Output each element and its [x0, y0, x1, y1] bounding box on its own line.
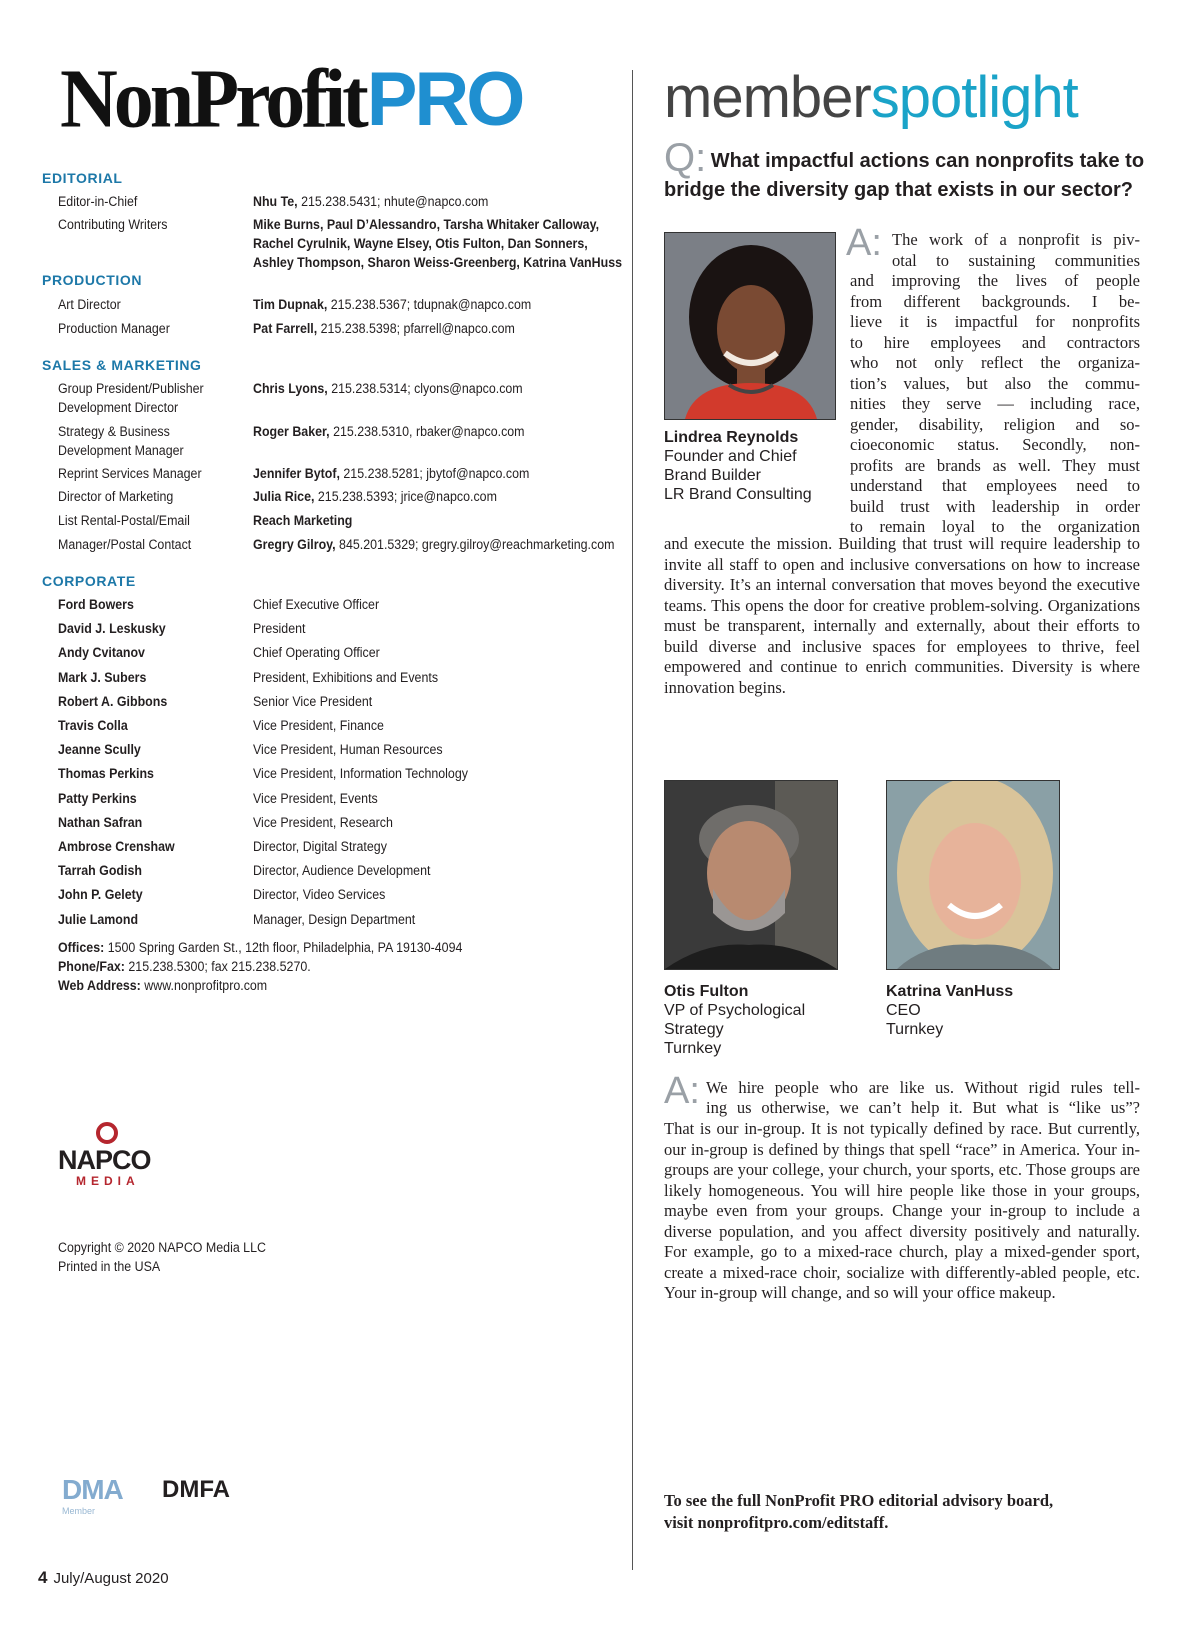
staff-label: Development Director [58, 400, 179, 415]
staff-contact: 215.238.5367; tdupnak@napco.com [327, 297, 532, 312]
staff-name: Reach Marketing [253, 513, 353, 528]
staff-contact: 215.238.5431; nhute@napco.com [297, 194, 489, 209]
staff-contact: 215.238.5310, rbaker@napco.com [329, 424, 525, 439]
caption-katrina-vanhuss [886, 982, 1086, 1039]
staff-label: Director of Marketing [58, 489, 174, 504]
dmfa-logo: DMFA [162, 1476, 230, 1503]
staff-contact: 215.238.5281; jbytof@napco.com [339, 466, 530, 481]
title-spotlight: spotlight [870, 65, 1078, 130]
staff-contact: 215.238.5314; clyons@napco.com [327, 381, 523, 396]
answer-1-line-text: otal to sustaining communities [892, 250, 1140, 270]
answer-1-line: who not only reflect the organiza- [850, 353, 1140, 372]
napco-logo-word: NAPCO [58, 1145, 151, 1175]
staff-contact: 215.238.5398; pfarrell@napco.com [317, 321, 515, 336]
section-heading-production: PRODUCTION [42, 272, 143, 288]
napco-media-logo [58, 1122, 178, 1188]
staff-row [0, 422, 632, 462]
phone-label: Phone/Fax: [58, 959, 125, 974]
corporate-title: Director, Audience Development [253, 863, 431, 879]
corporate-name: Mark J. Subers [58, 669, 147, 685]
section-heading-corporate: CORPORATE [42, 573, 136, 589]
corporate-row [0, 595, 632, 615]
staff-row [0, 319, 632, 339]
caption-lindrea-reynolds [664, 428, 834, 504]
corporate-row [0, 668, 632, 688]
staff-label: Group President/Publisher [58, 381, 204, 396]
column-divider [632, 70, 633, 1570]
section-heading-editorial: EDITORIAL [42, 170, 123, 186]
logo-pro: PRO [366, 57, 523, 142]
corporate-name: Ford Bowers [58, 597, 134, 612]
corporate-name: Nathan Safran [58, 814, 143, 830]
staff-label: Development Manager [58, 443, 184, 458]
answer-2 [664, 1070, 1140, 1304]
issue-date: July/August 2020 [53, 1570, 169, 1587]
staff-row [0, 295, 632, 315]
offices-address: 1500 Spring Garden St., 12th floor, Philadelphia, PA 19130-4094 [104, 940, 463, 955]
web-label: Web Address: [58, 978, 141, 993]
q-letter: Q: [664, 136, 707, 180]
answer-1-line: from different backgrounds. I be- [850, 291, 1140, 311]
section-heading-sales-marketing: SALES & MARKETING [42, 357, 202, 373]
corporate-name: Travis Colla [58, 718, 128, 733]
answer-1-line: tion’s values, but also the commu- [850, 373, 1140, 393]
corporate-title: President, Exhibitions and Events [253, 669, 439, 685]
corporate-title: Director, Video Services [253, 887, 386, 903]
corporate-name: Thomas Perkins [58, 766, 154, 782]
staff-label: Manager/Postal Contact [58, 537, 192, 552]
photo-lindrea-reynolds [664, 232, 836, 420]
corporate-title: Vice President, Finance [253, 718, 384, 733]
corporate-title: Chief Operating Officer [253, 645, 380, 661]
portrait-3-graphic [887, 781, 1059, 969]
answer-1-line: cioeconomic status. Secondly, non- [850, 435, 1140, 454]
corporate-row [0, 643, 632, 663]
portrait-1-graphic [665, 233, 835, 419]
staff-name: Pat Farrell, [253, 321, 318, 336]
title-member: member [664, 65, 871, 130]
corporate-row [0, 837, 632, 857]
corporate-title: Vice President, Research [253, 814, 393, 830]
corporate-row [0, 813, 632, 833]
napco-ring-icon [96, 1122, 118, 1144]
staff-name: Ashley Thompson, Sharon Weiss-Greenberg, Katrina VanHuss [253, 255, 623, 270]
corporate-row [0, 861, 632, 881]
corporate-name: John P. Gelety [58, 887, 143, 903]
answer-1-line-text: The work of a nonprofit is piv- [892, 230, 1140, 249]
answer-1-wrap [846, 222, 1140, 538]
staff-name: Mike Burns, Paul D’Alessandro, Tarsha Whitaker Calloway, [253, 217, 600, 232]
corporate-name: Julie Lamond [58, 911, 139, 927]
staff-label: Reprint Services Manager [58, 466, 202, 481]
web-address: www.nonprofitpro.com [140, 978, 268, 993]
staff-row [0, 535, 632, 555]
person-role: Brand Builder [664, 467, 761, 484]
portrait-2-graphic [665, 781, 837, 969]
person-role: VP of Psychological [664, 1002, 806, 1019]
corporate-row [0, 692, 632, 712]
staff-name: Julia Rice, [253, 489, 315, 504]
folio [38, 1568, 169, 1588]
answer-1-line: lieve it is impactful for nonprofits [850, 312, 1140, 331]
answer-1-line: understand that employees need to [850, 476, 1140, 495]
staff-row [0, 487, 632, 507]
answer-1-line: gender, disability, religion and so- [850, 414, 1140, 434]
corporate-title: Vice President, Human Resources [253, 742, 443, 758]
footnote-line-1: To see the full NonProfit PRO editorial advisory board, [664, 1491, 1054, 1510]
staff-name: Rachel Cyrulnik, Wayne Elsey, Otis Fulton, Dan Sonners, [253, 236, 588, 251]
logo-nonprofit: NonProfit [60, 52, 365, 146]
person-name: Katrina VanHuss [886, 983, 1014, 1000]
staff-row [0, 464, 632, 484]
corporate-title: President [253, 621, 306, 637]
page-number: 4 [38, 1568, 48, 1587]
photo-katrina-vanhuss [886, 780, 1060, 970]
footnote-line-2: visit nonprofitpro.com/editstaff. [664, 1513, 889, 1532]
corporate-row [0, 764, 632, 784]
corporate-list [0, 595, 632, 935]
corporate-row [0, 910, 632, 930]
person-org: Turnkey [886, 1021, 944, 1038]
staff-name: Nhu Te, [253, 194, 298, 209]
person-org: LR Brand Consulting [664, 486, 812, 503]
answer-2-line-1: We hire people who are like us. Without rigid rules tell- [706, 1078, 1140, 1097]
printed-in: Printed in the USA [58, 1259, 161, 1274]
corporate-name: David J. Leskusky [58, 621, 166, 637]
offices-label: Offices: [58, 940, 105, 955]
answer-1-line: to remain loyal to the organization [850, 517, 1140, 536]
corporate-row [0, 619, 632, 639]
answer-1-line: to hire employees and contractors [850, 332, 1140, 352]
staff-label: Contributing Writers [58, 217, 168, 232]
staff-name: Roger Baker, [253, 424, 330, 439]
corporate-name: Robert A. Gibbons [58, 693, 168, 709]
person-role: Strategy [664, 1021, 724, 1038]
person-name: Lindrea Reynolds [664, 429, 799, 446]
corporate-row [0, 789, 632, 809]
corporate-title: Chief Executive Officer [253, 597, 380, 612]
answer-1-line: and improving the lives of people [850, 271, 1140, 290]
staff-name: Gregry Gilroy, [253, 537, 336, 552]
staff-row [0, 192, 632, 212]
question [664, 138, 1164, 202]
corporate-name: Patty Perkins [58, 790, 137, 806]
person-role: CEO [886, 1002, 921, 1019]
answer-1-body: and execute the mission. Building that trust will require leadership to invite all staff to open and inclusive conversations on how to increase diversity. It’s an internal conversation that moves beyond the executive teams. This opens the door for creative problem-solving. Organizations must be transparent, internally and externally, about their efforts to build diverse and inclusive spaces for employees to thrive, feel empowered and continue to enrich communities. Diversity is where innovation begins. [664, 534, 1140, 697]
corporate-row [0, 716, 632, 736]
staff-contact: 845.201.5329; gregry.gilroy@reachmarketing.com [335, 537, 615, 552]
corporate-row [0, 740, 632, 760]
corporate-name: Tarrah Godish [58, 863, 142, 879]
staff-name: Jennifer Bytof, [253, 466, 340, 481]
dma-member-logo [62, 1474, 152, 1528]
a-letter: A: [846, 222, 882, 264]
corporate-title: Manager, Design Department [253, 911, 416, 927]
person-name: Otis Fulton [664, 983, 749, 1000]
staff-row [0, 511, 632, 531]
caption-otis-fulton [664, 982, 864, 1058]
corporate-title: Senior Vice President [253, 693, 373, 709]
answer-1-line: nities they serve — including race, [850, 394, 1140, 413]
answer-1-line [850, 251, 1140, 272]
person-role: Founder and Chief [664, 448, 797, 465]
answer-1-lines [846, 222, 1140, 538]
corporate-row [0, 885, 632, 905]
staff-name: Tim Dupnak, [253, 297, 328, 312]
napco-logo-sub: MEDIA [76, 1174, 140, 1188]
dma-logo-word: DMA [62, 1474, 123, 1505]
corporate-name: Andy Cvitanov [58, 645, 145, 661]
corporate-title: Vice President, Events [253, 790, 378, 806]
nonprofit-pro-logo [60, 54, 522, 144]
staff-label: Production Manager [58, 321, 170, 336]
staff-label: List Rental-Postal/Email [58, 513, 190, 528]
staff-name: Chris Lyons, [253, 381, 328, 396]
corporate-name: Jeanne Scully [58, 742, 141, 758]
question-text: What impactful actions can nonprofits take to bridge the diversity gap that exists in our sector? [664, 150, 1145, 201]
staff-label: Editor-in-Chief [58, 194, 138, 209]
advisory-board-note [664, 1490, 1144, 1534]
corporate-name: Ambrose Crenshaw [58, 839, 175, 854]
phone-fax: 215.238.5300; fax 215.238.5270. [124, 959, 311, 974]
staff-contact: 215.238.5393; jrice@napco.com [314, 489, 497, 504]
staff-label: Art Director [58, 297, 121, 312]
member-spotlight-title [664, 64, 1078, 131]
photo-otis-fulton [664, 780, 838, 970]
answer-2-body: That is our in-group. It is not typically defined by race. But currently, our in-group is defined by things that spell “race” in America. Your in-groups are your college, your church, your sports, etc. Those groups are likely homogeneous. You will hire people like those in your groups, maybe even from your groups. Change your in-group to include a diverse population, and you affect diversity positively and naturally. For example, go to a mixed-race church, play a mixed-gender sport, create a mixed-race choir, socialize with differently-abled people, etc. Your in-group will change, and so will your office makeup. [664, 1119, 1140, 1302]
copyright: Copyright © 2020 NAPCO Media LLC [58, 1240, 266, 1255]
a-letter: A: [664, 1070, 700, 1112]
answer-1-line: build trust with leadership in order [850, 496, 1140, 516]
contact-block [58, 938, 618, 995]
answer-2-line-2: ing us otherwise, we can’t help it. But what is “like us”? [706, 1098, 1140, 1117]
corporate-title: Director, Digital Strategy [253, 839, 387, 854]
staff-row [0, 379, 632, 419]
staff-label: Strategy & Business [58, 424, 170, 439]
corporate-title: Vice President, Information Technology [253, 766, 468, 782]
person-org: Turnkey [664, 1040, 722, 1057]
copyright-block [58, 1238, 458, 1276]
dma-logo-sub: Member [62, 1506, 96, 1516]
answer-1-line: profits are brands as well. They must [850, 455, 1140, 475]
staff-row [0, 215, 632, 275]
